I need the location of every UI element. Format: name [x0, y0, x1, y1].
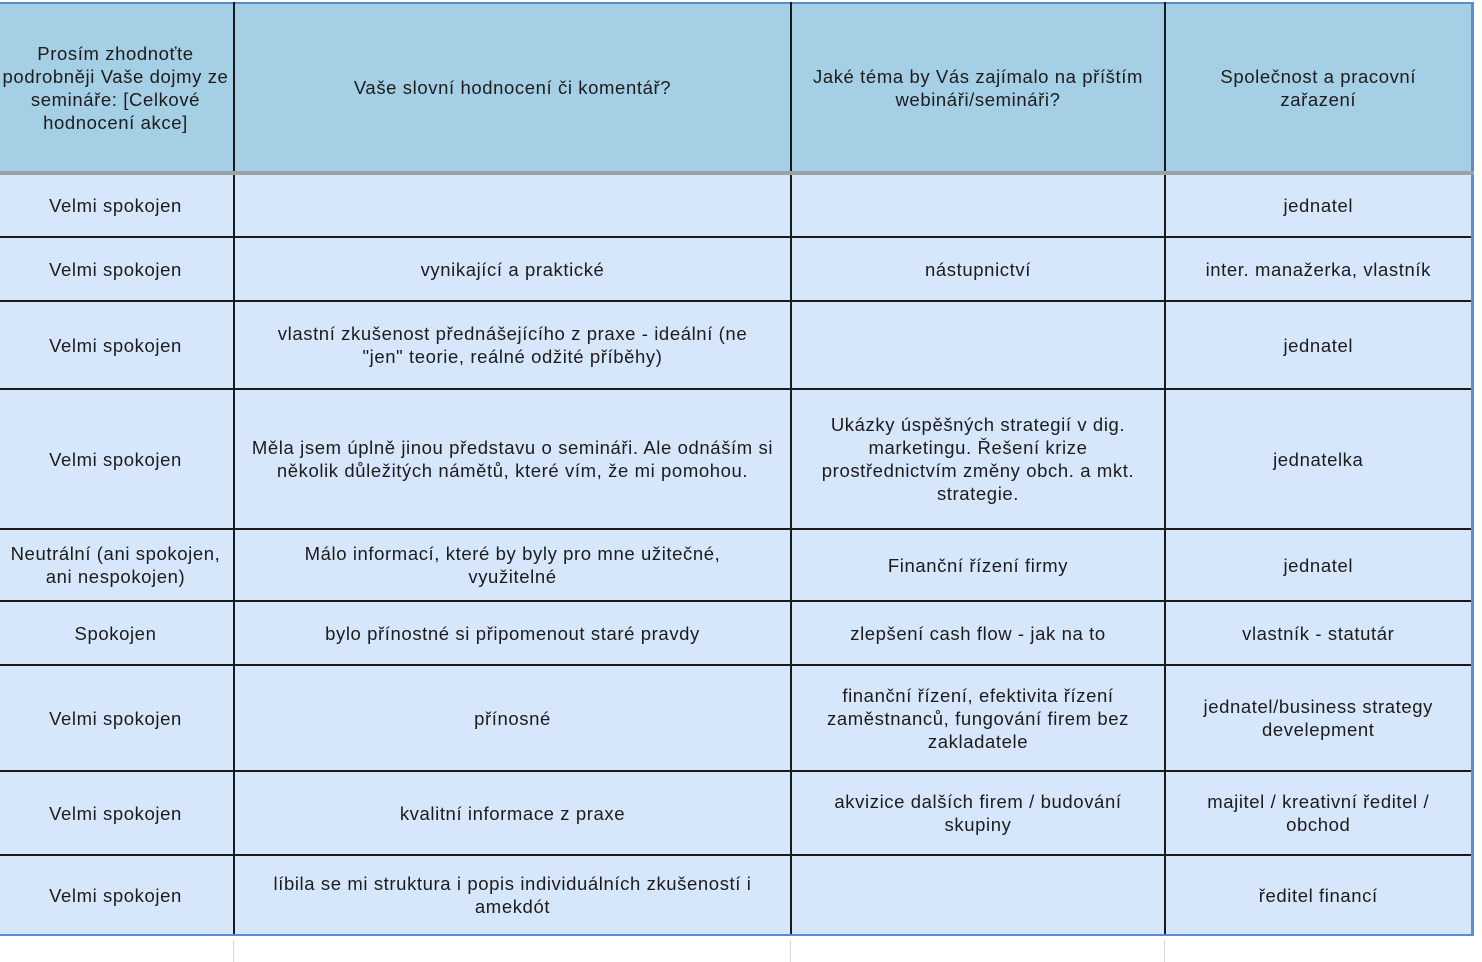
table-row [0, 855, 1472, 935]
table-row [0, 601, 1472, 665]
topic-cell[interactable] [791, 301, 1165, 389]
rating-cell[interactable]: Spokojen [0, 601, 234, 665]
topic-cell[interactable]: akvizice dalších firem / budování skupiny [791, 771, 1165, 855]
comment-cell[interactable] [234, 173, 791, 237]
position-cell[interactable]: jednatel [1165, 301, 1472, 389]
header-cell-next-topic[interactable]: Jaké téma by Vás zajímalo na příštím webináři/semináři? [791, 3, 1165, 173]
gridline [790, 940, 791, 962]
gridline [233, 940, 234, 962]
rating-cell[interactable]: Velmi spokojen [0, 301, 234, 389]
position-cell[interactable]: jednatel [1165, 529, 1472, 601]
position-cell[interactable]: vlastník - statutár [1165, 601, 1472, 665]
rating-cell[interactable]: Neutrální (ani spokojen, ani nespokojen) [0, 529, 234, 601]
comment-cell[interactable]: Měla jsem úplně jinou představu o semináři. Ale odnáším si několik důležitých námětů, které vím, že mi pomohou. [234, 389, 791, 529]
position-cell[interactable]: jednatel/business strategy develepment [1165, 665, 1472, 771]
rating-cell[interactable]: Velmi spokojen [0, 173, 234, 237]
header-cell-rating[interactable]: Prosím zhodnoťte podrobněji Vaše dojmy ze semináře: [Celkové hodnocení akce] [0, 3, 234, 173]
topic-cell[interactable]: zlepšení cash flow - jak na to [791, 601, 1165, 665]
topic-cell[interactable]: Ukázky úspěšných strategií v dig. marketingu. Řešení krize prostřednictvím změny obch. a mkt. strategie. [791, 389, 1165, 529]
comment-cell[interactable]: bylo přínostné si připomenout staré pravdy [234, 601, 791, 665]
topic-cell[interactable]: Finanční řízení firmy [791, 529, 1165, 601]
table-row [0, 389, 1472, 529]
survey-table [0, 2, 1474, 936]
rating-cell[interactable]: Velmi spokojen [0, 389, 234, 529]
table-row [0, 301, 1472, 389]
position-cell[interactable]: ředitel financí [1165, 855, 1472, 935]
gridline [1164, 940, 1165, 962]
position-cell[interactable]: majitel / kreativní ředitel / obchod [1165, 771, 1472, 855]
table-row [0, 237, 1472, 301]
topic-cell[interactable]: finanční řízení, efektivita řízení zaměstnanců, fungování firem bez zakladatele [791, 665, 1165, 771]
comment-cell[interactable]: Málo informací, které by byly pro mne užitečné, využitelné [234, 529, 791, 601]
position-cell[interactable]: inter. manažerka, vlastník [1165, 237, 1472, 301]
rating-cell[interactable]: Velmi spokojen [0, 771, 234, 855]
table-row [0, 665, 1472, 771]
comment-cell[interactable]: líbila se mi struktura i popis individuálních zkušeností i amekdót [234, 855, 791, 935]
table-row [0, 771, 1472, 855]
rating-cell[interactable]: Velmi spokojen [0, 237, 234, 301]
table-row [0, 173, 1472, 237]
header-cell-company-position[interactable]: Společnost a pracovní zařazení [1165, 3, 1472, 173]
comment-cell[interactable]: přínosné [234, 665, 791, 771]
topic-cell[interactable]: nástupnictví [791, 237, 1165, 301]
header-cell-comment[interactable]: Vaše slovní hodnocení či komentář? [234, 3, 791, 173]
table-row [0, 529, 1472, 601]
comment-cell[interactable]: kvalitní informace z praxe [234, 771, 791, 855]
rating-cell[interactable]: Velmi spokojen [0, 665, 234, 771]
comment-cell[interactable]: vlastní zkušenost přednášejícího z praxe - ideální (ne "jen" teorie, reálné odžité příběhy) [234, 301, 791, 389]
topic-cell[interactable] [791, 173, 1165, 237]
header-row [0, 3, 1472, 173]
topic-cell[interactable] [791, 855, 1165, 935]
rating-cell[interactable]: Velmi spokojen [0, 855, 234, 935]
comment-cell[interactable]: vynikající a praktické [234, 237, 791, 301]
position-cell[interactable]: jednatelka [1165, 389, 1472, 529]
position-cell[interactable]: jednatel [1165, 173, 1472, 237]
